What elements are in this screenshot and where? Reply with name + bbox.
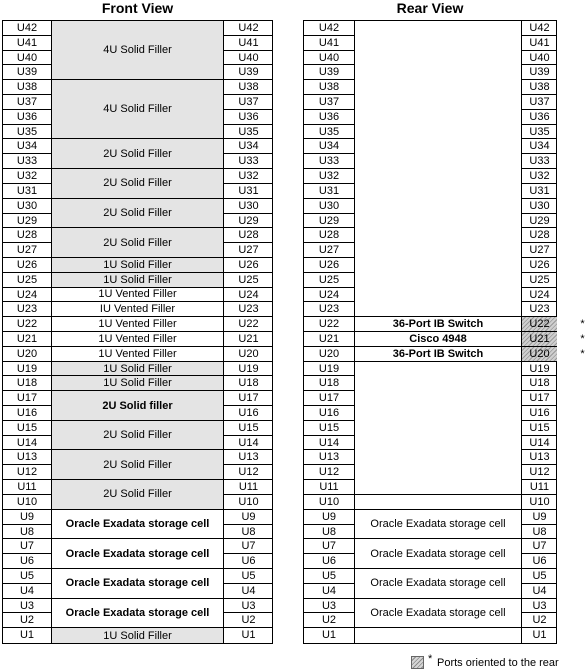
rear-left-unit-label-u7: U7 — [304, 539, 354, 554]
rear-right-unit-label-u36: U36 — [522, 110, 557, 125]
rear-right-unit-label-u18: U18 — [522, 376, 557, 391]
front-right-unit-label-u14: U14 — [224, 436, 273, 451]
rear-right-unit-label-u5: U5 — [522, 569, 557, 584]
front-right-unit-label-u8: U8 — [224, 525, 273, 540]
rear-right-unit-label-u21: U21 — [522, 332, 557, 347]
front-right-unit-label-u13: U13 — [224, 450, 273, 465]
rear-component-2: 36-Port IB Switch — [355, 317, 521, 332]
front-left-unit-label-u9: U9 — [3, 510, 51, 525]
front-component-14: 1U Solid Filler — [52, 362, 223, 377]
front-left-unit-label-u17: U17 — [3, 391, 51, 406]
front-component-6: 2U Solid Filler — [52, 228, 223, 258]
front-right-unit-label-u4: U4 — [224, 584, 273, 599]
front-component-10: IU Vented Filler — [52, 302, 223, 317]
rear-right-unit-label-u19: U19 — [522, 362, 557, 377]
front-component-1: 4U Solid Filler — [52, 21, 223, 80]
rear-left-unit-label-u17: U17 — [304, 391, 354, 406]
rear-port-marker-u20: * — [580, 347, 585, 360]
front-view-title: Front View — [101, 0, 174, 16]
rear-left-unit-label-u39: U39 — [304, 65, 354, 80]
front-right-unit-label-u18: U18 — [224, 376, 273, 391]
rear-left-unit-label-u22: U22 — [304, 317, 354, 332]
hatched-legend-swatch — [411, 656, 424, 669]
front-left-unit-label-u33: U33 — [3, 154, 51, 169]
rear-right-unit-label-u20: U20 — [522, 347, 557, 362]
legend-star: * — [428, 653, 433, 665]
front-component-13: 1U Vented Filler — [52, 347, 223, 362]
rear-left-unit-label-u8: U8 — [304, 525, 354, 540]
front-left-unit-label-u28: U28 — [3, 228, 51, 243]
front-left-unit-label-u14: U14 — [3, 436, 51, 451]
rear-left-unit-label-u31: U31 — [304, 184, 354, 199]
rear-left-unit-label-u1: U1 — [321, 629, 337, 642]
front-right-unit-label-u33: U33 — [224, 154, 273, 169]
front-right-unit-label-u15: U15 — [224, 421, 273, 436]
front-left-unit-label-u36: U36 — [3, 110, 51, 125]
rear-right-unit-label-u7: U7 — [522, 539, 557, 554]
front-right-unit-label-u19: U19 — [224, 362, 273, 377]
rear-right-unit-label-u35: U35 — [522, 125, 557, 140]
rear-left-unit-label-u20: U20 — [304, 347, 354, 362]
front-component-11: 1U Vented Filler — [52, 317, 223, 332]
rear-right-unit-label-u9: U9 — [522, 510, 557, 525]
rear-left-unit-label-u12: U12 — [304, 465, 354, 480]
front-left-unit-label-u29: U29 — [3, 214, 51, 229]
front-left-unit-label-u30: U30 — [3, 199, 51, 214]
rear-left-unit-label-u2: U2 — [304, 613, 354, 628]
front-left-unit-label-u40: U40 — [3, 51, 51, 66]
front-component-16: 2U Solid filler — [52, 391, 223, 421]
front-component-9: 1U Vented Filler — [52, 288, 223, 303]
front-component-7: 1U Solid Filler — [52, 258, 223, 273]
front-component-22: Oracle Exadata storage cell — [52, 569, 223, 599]
front-left-unit-label-u41: U41 — [3, 36, 51, 51]
rear-left-unit-label-u34: U34 — [304, 139, 354, 154]
front-right-unit-label-u39: U39 — [224, 65, 273, 80]
front-right-unit-label-u5: U5 — [224, 569, 273, 584]
front-left-unit-label-u42: U42 — [3, 21, 51, 36]
rear-left-unit-label-u37: U37 — [304, 95, 354, 110]
front-right-unit-label-u29: U29 — [224, 214, 273, 229]
rear-left-unit-label-u13: U13 — [304, 450, 354, 465]
rear-left-unit-label-u33: U33 — [304, 154, 354, 169]
rear-right-unit-label-u11: U11 — [522, 480, 557, 495]
rear-left-unit-label-u14: U14 — [304, 436, 354, 451]
rear-view-title: Rear View — [396, 0, 464, 16]
front-left-unit-label-u31: U31 — [3, 184, 51, 199]
rear-left-unit-label-u36: U36 — [304, 110, 354, 125]
front-right-unit-label-u41: U41 — [224, 36, 273, 51]
front-left-unit-label-u6: U6 — [3, 554, 51, 569]
rear-right-unit-label-u42: U42 — [522, 21, 557, 36]
front-right-unit-label-u21: U21 — [224, 332, 273, 347]
front-left-unit-label-u25: U25 — [3, 273, 51, 288]
front-right-unit-label-u30: U30 — [224, 199, 273, 214]
front-right-unit-label-u28: U28 — [224, 228, 273, 243]
front-left-unit-label-u15: U15 — [3, 421, 51, 436]
rear-left-unit-label-u28: U28 — [304, 228, 354, 243]
rear-component-1 — [355, 21, 521, 317]
rear-left-unit-label-u42: U42 — [304, 21, 354, 36]
rear-right-unit-label-u8: U8 — [522, 525, 557, 540]
rear-left-unit-label-u40: U40 — [304, 51, 354, 66]
rear-unit-column-right — [521, 21, 557, 643]
rear-right-unit-label-u6: U6 — [522, 554, 557, 569]
front-left-unit-label-u21: U21 — [3, 332, 51, 347]
front-right-unit-label-u23: U23 — [224, 302, 273, 317]
rear-right-unit-label-u24: U24 — [522, 288, 557, 303]
rear-right-unit-label-u32: U32 — [522, 169, 557, 184]
rear-component-5 — [355, 362, 521, 495]
rear-right-unit-label-u28: U28 — [522, 228, 557, 243]
front-left-unit-label-u4: U4 — [3, 584, 51, 599]
rear-right-unit-label-u14: U14 — [522, 436, 557, 451]
rear-right-unit-label-u33: U33 — [522, 154, 557, 169]
front-component-4: 2U Solid Filler — [52, 169, 223, 199]
front-left-unit-label-u26: U26 — [3, 258, 51, 273]
rear-component-3: Cisco 4948 — [355, 332, 521, 347]
front-left-unit-label-u34: U34 — [3, 139, 51, 154]
rear-left-unit-label-u21: U21 — [304, 332, 354, 347]
rear-right-unit-label-u30: U30 — [522, 199, 557, 214]
front-component-23: Oracle Exadata storage cell — [52, 599, 223, 629]
rear-left-unit-label-u4: U4 — [304, 584, 354, 599]
rear-unit-column-left — [304, 21, 355, 643]
front-right-unit-label-u36: U36 — [224, 110, 273, 125]
front-left-unit-label-u22: U22 — [3, 317, 51, 332]
rear-left-unit-label-u19: U19 — [304, 362, 354, 377]
rear-right-unit-label-u12: U12 — [522, 465, 557, 480]
rear-right-unit-label-u31: U31 — [522, 184, 557, 199]
front-left-unit-label-u13: U13 — [3, 450, 51, 465]
rear-component-6 — [355, 495, 521, 510]
front-right-unit-label-u24: U24 — [224, 288, 273, 303]
rear-right-unit-label-u39: U39 — [522, 65, 557, 80]
rear-port-marker-u22: * — [580, 318, 585, 331]
front-left-unit-label-u39: U39 — [3, 65, 51, 80]
front-right-unit-label-u31: U31 — [224, 184, 273, 199]
front-left-unit-label-u10: U10 — [3, 495, 51, 510]
front-left-unit-label-u12: U12 — [3, 465, 51, 480]
rear-component-11 — [355, 628, 521, 643]
rear-component-9: Oracle Exadata storage cell — [355, 569, 521, 599]
front-left-unit-label-u3: U3 — [3, 599, 51, 614]
rear-right-unit-label-u10: U10 — [522, 495, 557, 510]
rear-right-unit-label-u1: U1 — [532, 629, 547, 642]
rear-left-unit-label-u3: U3 — [304, 599, 354, 614]
front-right-unit-label-u11: U11 — [224, 480, 273, 495]
front-left-unit-label-u18: U18 — [3, 376, 51, 391]
front-right-unit-label-u34: U34 — [224, 139, 273, 154]
rear-left-unit-label-u26: U26 — [304, 258, 354, 273]
rear-left-unit-label-u6: U6 — [304, 554, 354, 569]
front-left-unit-label-u19: U19 — [3, 362, 51, 377]
front-right-unit-label-u35: U35 — [224, 125, 273, 140]
rear-right-unit-label-u22: U22 — [522, 317, 557, 332]
rear-right-unit-label-u4: U4 — [522, 584, 557, 599]
rear-left-unit-label-u10: U10 — [304, 495, 354, 510]
front-components — [52, 21, 223, 643]
front-left-unit-label-u37: U37 — [3, 95, 51, 110]
front-right-unit-label-u25: U25 — [224, 273, 273, 288]
front-left-unit-label-u5: U5 — [3, 569, 51, 584]
front-right-unit-label-u38: U38 — [224, 80, 273, 95]
front-unit-column-right — [223, 21, 273, 643]
front-component-8: 1U Solid Filler — [52, 273, 223, 288]
front-component-18: 2U Solid Filler — [52, 450, 223, 480]
rear-left-unit-label-u11: U11 — [304, 480, 354, 495]
front-left-unit-label-u23: U23 — [3, 302, 51, 317]
front-right-unit-label-u42: U42 — [224, 21, 273, 36]
front-right-unit-label-u12: U12 — [224, 465, 273, 480]
rear-right-unit-label-u16: U16 — [522, 406, 557, 421]
rear-left-unit-label-u27: U27 — [304, 243, 354, 258]
front-right-unit-label-u20: U20 — [224, 347, 273, 362]
rear-component-7: Oracle Exadata storage cell — [355, 510, 521, 540]
front-right-unit-label-u37: U37 — [224, 95, 273, 110]
rear-left-unit-label-u38: U38 — [304, 80, 354, 95]
front-right-unit-label-u6: U6 — [224, 554, 273, 569]
front-left-unit-label-u7: U7 — [3, 539, 51, 554]
front-left-unit-label-u32: U32 — [3, 169, 51, 184]
front-component-15: 1U Solid Filler — [52, 376, 223, 391]
rear-rack — [303, 20, 557, 644]
rear-left-unit-label-u5: U5 — [304, 569, 354, 584]
rear-right-unit-label-u25: U25 — [522, 273, 557, 288]
front-right-unit-label-u1: U1 — [241, 629, 256, 642]
front-right-unit-label-u9: U9 — [224, 510, 273, 525]
front-component-12: 1U Vented Filler — [52, 332, 223, 347]
front-rack — [2, 20, 273, 644]
legend-text: Ports oriented to the rear — [437, 657, 559, 669]
rear-component-4: 36-Port IB Switch — [355, 347, 521, 362]
front-component-20: Oracle Exadata storage cell — [52, 510, 223, 540]
rear-left-unit-label-u32: U32 — [304, 169, 354, 184]
rear-left-unit-label-u30: U30 — [304, 199, 354, 214]
front-left-unit-label-u35: U35 — [3, 125, 51, 140]
rear-left-unit-label-u15: U15 — [304, 421, 354, 436]
rear-left-unit-label-u18: U18 — [304, 376, 354, 391]
front-left-unit-label-u11: U11 — [3, 480, 51, 495]
front-right-unit-label-u10: U10 — [224, 495, 273, 510]
rear-right-unit-label-u15: U15 — [522, 421, 557, 436]
front-left-unit-label-u38: U38 — [3, 80, 51, 95]
front-right-unit-label-u32: U32 — [224, 169, 273, 184]
front-right-unit-label-u2: U2 — [224, 613, 273, 628]
front-right-unit-label-u22: U22 — [224, 317, 273, 332]
rear-left-unit-label-u41: U41 — [304, 36, 354, 51]
front-right-unit-label-u26: U26 — [224, 258, 273, 273]
rear-left-unit-label-u9: U9 — [304, 510, 354, 525]
rear-left-unit-label-u23: U23 — [304, 302, 354, 317]
rear-right-unit-label-u3: U3 — [522, 599, 557, 614]
front-left-unit-label-u8: U8 — [3, 525, 51, 540]
rear-right-unit-label-u34: U34 — [522, 139, 557, 154]
rear-left-unit-label-u24: U24 — [304, 288, 354, 303]
rear-right-unit-label-u23: U23 — [522, 302, 557, 317]
front-component-3: 2U Solid Filler — [52, 139, 223, 169]
front-component-21: Oracle Exadata storage cell — [52, 539, 223, 569]
front-left-unit-label-u24: U24 — [3, 288, 51, 303]
front-right-unit-label-u27: U27 — [224, 243, 273, 258]
front-right-unit-label-u3: U3 — [224, 599, 273, 614]
front-right-unit-label-u40: U40 — [224, 51, 273, 66]
front-left-unit-label-u2: U2 — [3, 613, 51, 628]
rear-port-marker-u21: * — [580, 333, 585, 345]
rear-right-unit-label-u37: U37 — [522, 95, 557, 110]
rear-left-unit-label-u29: U29 — [304, 214, 354, 229]
front-component-17: 2U Solid Filler — [52, 421, 223, 451]
front-left-unit-label-u16: U16 — [3, 406, 51, 421]
front-component-5: 2U Solid Filler — [52, 199, 223, 229]
front-right-unit-label-u17: U17 — [224, 391, 273, 406]
rear-component-8: Oracle Exadata storage cell — [355, 539, 521, 569]
front-right-unit-label-u7: U7 — [224, 539, 273, 554]
rear-right-unit-label-u38: U38 — [522, 80, 557, 95]
front-component-24: 1U Solid Filler — [52, 628, 223, 643]
rear-component-10: Oracle Exadata storage cell — [355, 599, 521, 629]
rear-left-unit-label-u25: U25 — [304, 273, 354, 288]
rear-right-unit-label-u40: U40 — [522, 51, 557, 66]
rear-right-unit-label-u26: U26 — [522, 258, 557, 273]
front-component-19: 2U Solid Filler — [52, 480, 223, 510]
front-left-unit-label-u27: U27 — [3, 243, 51, 258]
front-component-2: 4U Solid Filler — [52, 80, 223, 139]
front-left-unit-label-u1: U1 — [19, 629, 35, 642]
rear-right-unit-label-u2: U2 — [522, 613, 557, 628]
rear-components — [355, 21, 521, 643]
front-right-unit-label-u16: U16 — [224, 406, 273, 421]
rear-left-unit-label-u35: U35 — [304, 125, 354, 140]
front-unit-column-left — [3, 21, 52, 643]
rear-right-unit-label-u27: U27 — [522, 243, 557, 258]
rear-right-unit-label-u17: U17 — [522, 391, 557, 406]
rear-left-unit-label-u16: U16 — [304, 406, 354, 421]
rear-right-unit-label-u41: U41 — [522, 36, 557, 51]
front-left-unit-label-u20: U20 — [3, 347, 51, 362]
rear-right-unit-label-u13: U13 — [522, 450, 557, 465]
rear-right-unit-label-u29: U29 — [522, 214, 557, 229]
